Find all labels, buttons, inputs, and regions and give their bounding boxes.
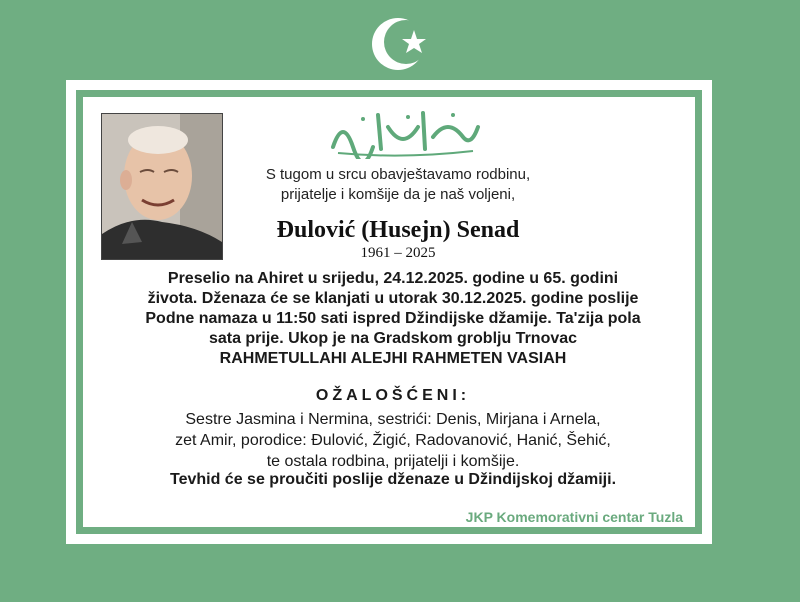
mourners-line: Sestre Jasmina i Nermina, sestrići: Denis, Mirjana i Arnela, [185,411,601,428]
portrait-photo [101,113,223,260]
announcement-body [103,269,683,369]
intro-text [233,165,563,205]
footer-publisher: JKP Komemorativni centar Tuzla [465,509,683,525]
mourners-list [103,409,683,472]
mourners-line: te ostala rodbina, prijatelji i komšije. [266,453,520,470]
body-line: sata prije. Ukop je na Gradskom groblju Trnovac [208,330,578,347]
mourners-title: OŽALOŠĆENI: [315,387,471,404]
prayer-line: RAHMETULLAHI ALEJHI RAHMETEN VASIAH [219,350,567,367]
intro-line-2: prijatelje i komšije da je naš voljeni, [280,186,516,203]
tevhid-notice: Tevhid će se proučiti poslije dženaze u Džindijskoj džamiji. [169,471,617,488]
obituary-inner-frame [76,90,702,534]
intro-line-1: S tugom u srcu obavještavamo rodbinu, [265,166,531,183]
body-line: života. Dženaza će se klanjati u utorak 30.12.2025. godine poslije [147,290,639,307]
deceased-name: Đulović (Husejn) Senad [276,217,520,243]
arabic-calligraphy-icon [323,107,483,159]
life-years: 1961 – 2025 [360,245,436,261]
crescent-star-icon [368,12,432,76]
mourners-line: zet Amir, porodice: Đulović, Žigić, Radovanović, Hanić, Šehić, [175,432,611,449]
body-line: Preselio na Ahiret u srijedu, 24.12.2025. godine u 65. godini [167,270,619,287]
body-line: Podne namaza u 11:50 sati ispred Džindijske džamije. Ta'zija pola [145,310,641,327]
obituary-card [66,80,712,544]
